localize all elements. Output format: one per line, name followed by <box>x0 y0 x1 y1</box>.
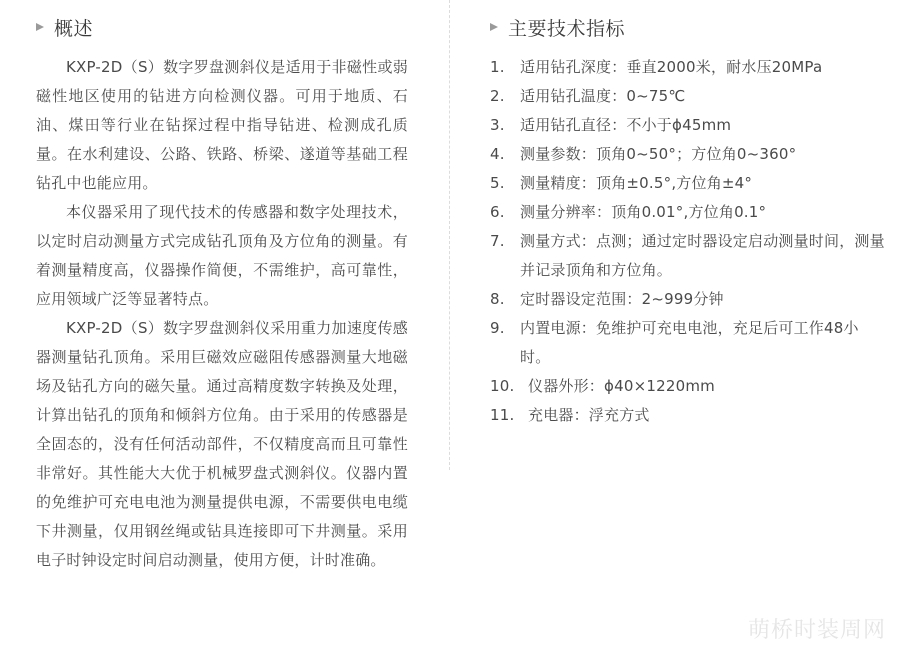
specs-title: 主要技术指标 <box>508 17 626 40</box>
spec-text: 适用钻孔深度：垂直2000米，耐水压20MPa <box>520 58 823 76</box>
spec-text: 充电器：浮充方式 <box>528 406 650 424</box>
spec-list <box>490 53 885 430</box>
spec-number: 1. <box>490 58 505 76</box>
spec-text: 仪器外形：ϕ40×1220mm <box>528 377 715 395</box>
overview-heading <box>36 15 408 39</box>
spec-text: 测量参数：顶角0~50°；方位角0~360° <box>520 145 797 163</box>
spec-item <box>490 169 885 198</box>
spec-item <box>490 111 885 140</box>
spec-text: 测量分辨率：顶角0.01°,方位角0.1° <box>520 203 767 221</box>
overview-section <box>36 0 408 575</box>
spec-number: 10. <box>490 377 515 395</box>
specs-section <box>490 0 885 430</box>
spec-number: 3. <box>490 116 505 134</box>
spec-text: 适用钻孔直径：不小于ϕ45mm <box>520 116 732 134</box>
spec-number: 9. <box>490 319 505 337</box>
spec-number: 7. <box>490 232 505 250</box>
triangle-bullet-icon <box>36 23 44 31</box>
spec-number: 6. <box>490 203 505 221</box>
overview-paragraph: KXP-2D（S）数字罗盘测斜仪采用重力加速度传感器测量钻孔顶角。采用巨磁效应磁阻传感器测量大地磁场及钻孔方向的磁矢量。通过高精度数字转换及处理，计算出钻孔的顶角和倾斜方位角。由于采用的传感器是全固态的，没有任何活动部件，不仅精度高而且可靠性非常好。其性能大大优于机械罗盘式测斜仪。仪器内置的免维护可充电电池为测量提供电源，不需要供电电缆下井测量，仅用钢丝绳或钻具连接即可下井测量。采用电子时钟设定时间启动测量，使用方便，计时准确。 <box>36 319 408 569</box>
spec-item <box>490 53 885 82</box>
overview-paragraph: 本仪器采用了现代技术的传感器和数字处理技术，以定时启动测量方式完成钻孔顶角及方位角的测量。有着测量精度高，仪器操作简便，不需维护，高可靠性，应用领域广泛等显著特点。 <box>36 203 408 308</box>
spec-item <box>490 82 885 111</box>
spec-item <box>490 285 885 314</box>
spec-item <box>490 198 885 227</box>
spec-item <box>490 314 885 372</box>
spec-item <box>490 401 885 430</box>
spec-number: 5. <box>490 174 505 192</box>
spec-number: 11. <box>490 406 515 424</box>
overview-paragraph: KXP-2D（S）数字罗盘测斜仪是适用于非磁性或弱磁性地区使用的钻进方向检测仪器。可用于地质、石油、煤田等行业在钻探过程中指导钻进、检测成孔质量。在水利建设、公路、铁路、桥梁、遂道等基础工程钻孔中也能应用。 <box>36 58 408 192</box>
spec-text: 测量精度：顶角±0.5°,方位角±4° <box>520 174 753 192</box>
spec-text: 测量方式：点测；通过定时器设定启动测量时间，测量并记录顶角和方位角。 <box>520 232 885 279</box>
spec-text: 定时器设定范围：2~999分钟 <box>520 290 724 308</box>
spec-item <box>490 372 885 401</box>
spec-item <box>490 140 885 169</box>
spec-text: 内置电源：免维护可充电电池，充足后可工作48小时。 <box>520 319 859 366</box>
overview-title: 概述 <box>54 17 94 40</box>
spec-text: 适用钻孔温度：0~75℃ <box>520 87 686 105</box>
spec-number: 8. <box>490 290 505 308</box>
spec-number: 2. <box>490 87 505 105</box>
watermark: 萌桥时装周网 <box>747 618 886 643</box>
specs-heading <box>490 15 885 39</box>
column-divider <box>449 0 450 470</box>
spec-item <box>490 227 885 285</box>
triangle-bullet-icon <box>490 23 498 31</box>
spec-number: 4. <box>490 145 505 163</box>
